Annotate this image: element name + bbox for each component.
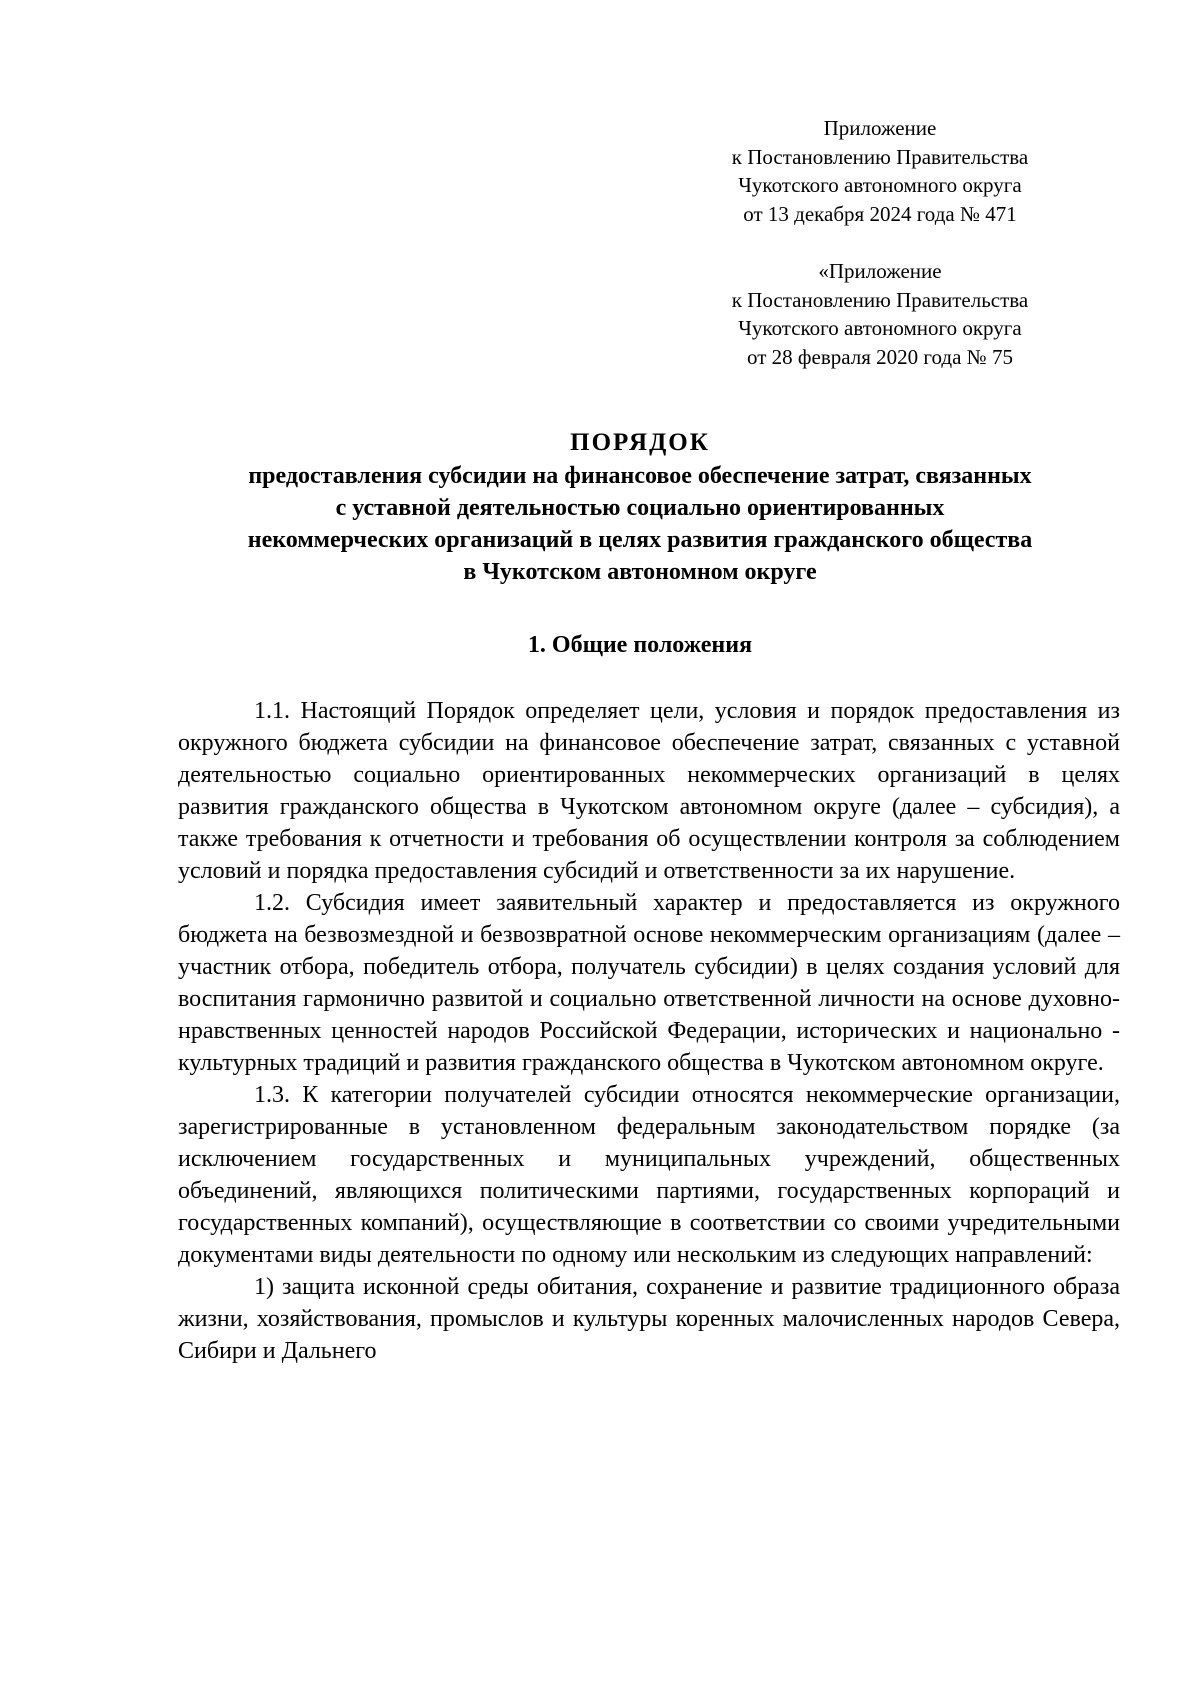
title-subtitle-line: предоставления субсидии на финансовое обеспечение затрат, связанных (248, 463, 1032, 489)
approval-stamp-current (650, 114, 1110, 228)
section-heading: 1. Общие положения (527, 632, 753, 658)
approval-date-number: от 13 декабря 2024 года № 471 (743, 201, 1017, 226)
paragraph-1-2: 1.2. Субсидия имеет заявительный характер и предоставляется из окружного бюджета на безвозмездной и безвозвратной основе некоммерческим организациям (далее – участник отбора, победитель отбора, получатель субсидии) в целях создания условий для воспитания гармонично развитой и социально ответственной личности на основе духовно-нравственных ценностей народов Российской Федерации, исторических и национально - культурных традиций и развития гражданского общества в Чукотском автономном округе. (178, 890, 1120, 1076)
approval-stamp-original (650, 257, 1110, 371)
approval-issuer: Чукотского автономного округа (738, 316, 1022, 340)
approval-issuer: Чукотского автономного округа (738, 173, 1022, 197)
approval-label: «Приложение (818, 259, 942, 283)
list-item-1: 1) защита исконной среды обитания, сохранение и развитие традиционного образа жизни, хозяйствования, промыслов и культуры коренных малочисленных народов Севера, Сибири и Дальнего (178, 1274, 1120, 1364)
document-title (160, 427, 1120, 588)
approval-label: Приложение (823, 116, 937, 140)
approval-date-number: от 28 февраля 2020 года № 75 (747, 344, 1013, 369)
title-subtitle-line: в Чукотском автономном округе (463, 559, 817, 585)
title-subtitle-line: некоммерческих организаций в целях развития гражданского общества (247, 527, 1033, 553)
title-main: ПОРЯДОК (570, 429, 710, 456)
title-subtitle (160, 460, 1120, 588)
title-subtitle-line: с уставной деятельностью социально ориентированных (335, 495, 945, 521)
paragraph-1-1: 1.1. Настоящий Порядок определяет цели, условия и порядок предоставления из окружного бюджета субсидии на финансовое обеспечение затрат, связанных с уставной деятельностью социально ориентированных некоммерческих организаций в целях развития гражданского общества в Чукотском автономном округе (далее – субсидия), а также требования к отчетности и требования об осуществлении контроля за соблюдением условий и порядка предоставления субсидий и ответственности за их нарушение. (178, 698, 1120, 884)
approval-act-type: к Постановлению Правительства (731, 287, 1029, 312)
section-body (178, 695, 1120, 1367)
approval-act-type: к Постановлению Правительства (731, 144, 1029, 169)
paragraph-1-3: 1.3. К категории получателей субсидии относятся некоммерческие организации, зарегистрированные в установленном федеральным законодательством порядке (за исключением государственных и муниципальных учреждений, общественных объединений, являющихся политическими партиями, государственных корпораций и государственных компаний), осуществляющие в соответствии со своими учредительными документами виды деятельности по одному или нескольким из следующих направлений: (178, 1082, 1120, 1268)
